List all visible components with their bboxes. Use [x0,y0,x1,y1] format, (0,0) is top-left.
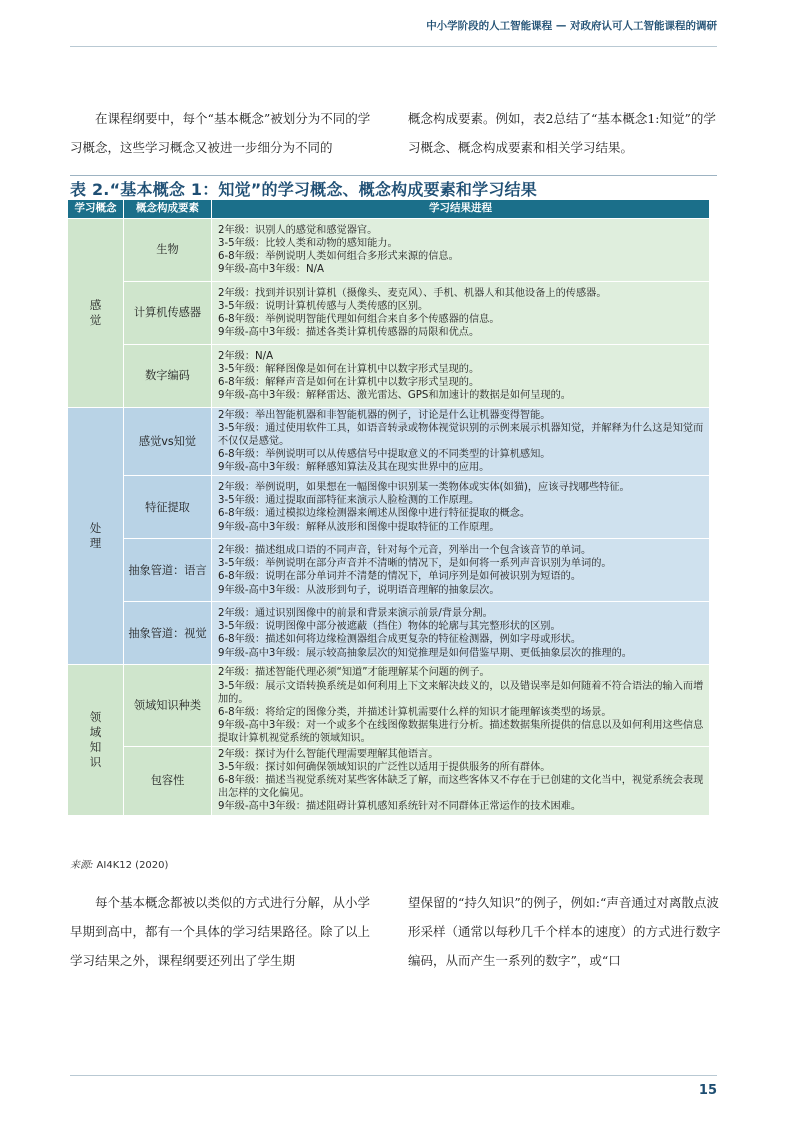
component-cell: 感觉vs知觉 [124,408,212,476]
outcome-line: 3-5年级：说明计算机传感与人类传感的区别。 [218,300,429,312]
outcome-line: 9年级-高中3年级：解释从波形和图像中提取特征的工作原理。 [218,521,500,533]
concept-cell-sensing [68,219,124,408]
outcome-line: 9年级-高中3年级：从波形到句子，说明语音理解的抽象层次。 [218,584,500,596]
outcome-line: 9年级-高中3年级：解释感知算法及其在现实世界中的应用。 [218,462,490,474]
running-header: 中小学阶段的人工智能课程 — 对政府认可人工智能课程的调研 [426,20,717,32]
outcome-cell [212,282,710,345]
intro-paragraph-right: 概念构成要素。例如，表2总结了“基本概念1:知觉”的学习概念、概念构成要素和相关学习结果。 [408,111,716,155]
outcome-cell [212,345,710,408]
outcome-line: 3-5年级：通过提取面部特征来演示人脸检测的工作原理。 [218,495,480,507]
outro-paragraph-right: 望保留的“持久知识”的例子，例如:“声音通过对离散点波形采样（通常以每秒几千个样本的速度）的方式进行数字编码，从而产生一系列的数字”，或“口 [408,895,721,968]
outcome-line: 6-8年级：描述当视觉系统对某些客体缺乏了解，而这些客体又不存在于已创建的文化当中，视觉系统会表现出怎样的文化偏见。 [218,775,704,800]
outcome-line: 9年级-高中3年级：描述各类计算机传感器的局限和优点。 [218,327,480,339]
outcome-line: 9年级-高中3年级：展示较高抽象层次的知觉推理是如何借鉴早期、更低抽象层次的推理的。 [218,647,632,659]
learning-outcomes-table [67,199,710,816]
outcome-line: 9年级-高中3年级：N/A [218,264,324,276]
outcome-line: 3-5年级：通过使用软件工具，如语音转录或物体视觉识别的示例来展示机器知觉，并解释为什么这是知觉而不仅仅是感觉。 [218,423,704,448]
outcome-line: 3-5年级：说明图像中部分被遮蔽（挡住）物体的轮廓与其完整形状的区别。 [218,621,561,633]
outcome-line: 6-8年级：举例说明可以从传感信号中提取意义的不同类型的计算机感知。 [218,449,551,461]
header-outcome-progression: 学习结果进程 [212,200,710,219]
outcome-cell [212,219,710,282]
outcome-line: 3-5年级：解释图像是如何在计算机中以数字形式呈现的。 [218,363,480,375]
component-cell: 领域知识种类 [124,665,212,747]
concept-label: 领域知识 [89,709,102,769]
source-label: 来源: [70,860,94,871]
outcome-line: 6-8年级：将给定的图像分类，并描述计算机需要什么样的知识才能理解该类型的场景。 [218,706,612,718]
outcome-line: 6-8年级：举例说明人类如何组合多形式来源的信息。 [218,251,459,262]
table-row [68,219,710,282]
outcome-line: 9年级-高中3年级：对一个或多个在线图像数据集进行分析。描述数据集所提供的信息以及如何利用这些信息提取计算机视觉系统的领域知识。 [218,719,704,744]
component-cell: 包容性 [124,747,212,815]
table-row [68,665,710,747]
outcome-line: 6-8年级：描述如何将边缘检测器组合成更复杂的特征检测器，例如字母或形状。 [218,634,582,646]
outcome-line: 2年级：通过识别图像中的前景和背景来演示前景/背景分割。 [218,608,493,620]
outcome-line: 9年级-高中3年级：解释雷达、激光雷达、GPS和加速计的数据是如何呈现的。 [218,390,571,402]
concept-cell-processing [68,408,124,665]
header-divider [70,46,717,47]
outcome-line: 2年级：找到并识别计算机（摄像头、麦克风）、手机、机器人和其他设备上的传感器。 [218,287,607,299]
outcome-line: 2年级：描述组成口语的不同声音，针对每个元音，列举出一个包含该音节的单词。 [218,545,592,557]
source-text: AI4K12 (2020) [93,860,169,871]
outcome-line: 2年级：探讨为什么智能代理需要理解其他语言。 [218,749,439,761]
outcome-line: 6-8年级：举例说明智能代理如何组合来自多个传感器的信息。 [218,314,500,325]
outcome-line: 6-8年级：解释声音是如何在计算机中以数字形式呈现的。 [218,377,480,388]
outcome-line: 9年级-高中3年级：描述阻碍计算机感知系统针对不同群体正常运作的技术困难。 [218,801,582,813]
component-cell: 计算机传感器 [124,282,212,345]
table-row [68,539,710,602]
concept-label: 处理 [89,521,102,551]
outcome-cell [212,665,710,747]
intro-paragraph-left: 在课程纲要中，每个“基本概念”被划分为不同的学习概念，这些学习概念又被进一步细分为不同的 [70,111,371,155]
outcome-cell [212,747,710,815]
table-top-rule [70,175,717,176]
component-cell: 数字编码 [124,345,212,408]
outcome-cell [212,476,710,539]
outcome-line: 2年级：N/A [218,350,274,362]
table-row [68,476,710,539]
outcome-cell [212,539,710,602]
table-row [68,408,710,476]
table-row [68,282,710,345]
outro-paragraph-left: 每个基本概念都被以类似的方式进行分解，从小学早期到高中，都有一个具体的学习结果路径。除了以上学习结果之外，课程纲要还列出了学生期 [70,895,371,968]
outcome-line: 2年级：识别人的感觉和感觉器官。 [218,224,378,236]
outcome-line: 3-5年级：探讨如何确保领域知识的广泛性以适用于提供服务的所有群体。 [218,762,551,774]
page-number: 15 [698,1083,717,1098]
outcome-line: 3-5年级：比较人类和动物的感知能力。 [218,237,398,249]
outcome-line: 6-8年级：通过模拟边缘检测器来阐述从图像中进行特征提取的概念。 [218,508,531,520]
outcome-cell [212,408,710,476]
component-cell: 抽象管道：语言 [124,539,212,602]
outcome-line: 2年级：描述智能代理必须“知道”才能理解某个问题的例子。 [218,667,490,679]
outcome-line: 3-5年级：展示文语转换系统是如何利用上下文来解决歧义的，以及错误率是如何随着不符合语法的输入而增加的。 [218,680,704,705]
footer-divider [70,1075,717,1076]
table-row [68,602,710,665]
table-row [68,747,710,815]
outcome-line: 2年级：举例说明，如果想在一幅图像中识别某一类物体或实体(如猫)，应该寻找哪些特征。 [218,482,630,494]
outcome-line: 6-8年级：说明在部分单词并不清楚的情况下，单词序列是如何被识别为短语的。 [218,571,582,583]
outcome-cell [212,602,710,665]
table-row [68,345,710,408]
table-title: 表 2.“基本概念 1：知觉”的学习概念、概念构成要素和学习结果 [70,180,537,199]
component-cell: 特征提取 [124,476,212,539]
concept-label: 感觉 [89,298,102,327]
outcome-line: 2年级：举出智能机器和非智能机器的例子，讨论是什么让机器变得智能。 [218,410,551,421]
outcome-line: 3-5年级：举例说明在部分声音并不清晰的情况下，是如何将一系列声音识别为单词的。 [218,558,612,570]
table-source-note [70,856,168,871]
header-learning-concept: 学习概念 [68,200,124,219]
component-cell: 抽象管道：视觉 [124,602,212,665]
component-cell: 生物 [124,219,212,282]
concept-cell-domain-knowledge [68,665,124,815]
table-header-row [68,200,710,219]
header-concept-component: 概念构成要素 [124,200,212,219]
